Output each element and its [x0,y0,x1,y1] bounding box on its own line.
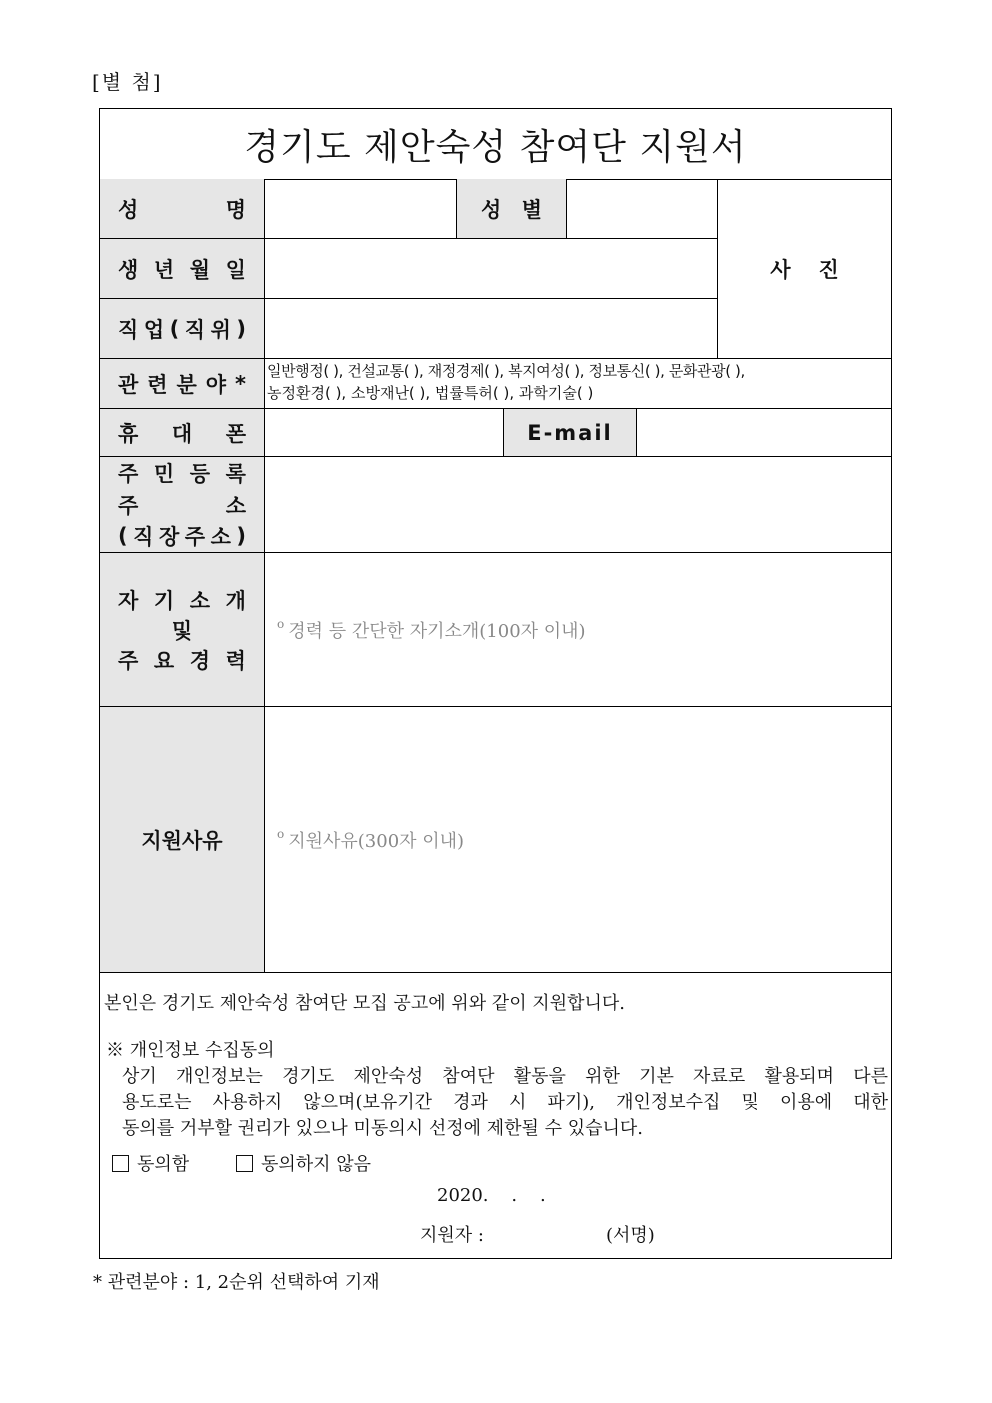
address-label-char: 민 [153,461,175,486]
address-label [100,457,265,553]
name-label-char: 명 [225,197,246,222]
address-field[interactable] [265,457,891,553]
job-label-char: 직 [184,317,206,342]
phone-label-char: 휴 [118,421,139,446]
job-label-char: 위 [210,317,231,342]
field-label-char: 분 [176,372,197,397]
gender-label [457,179,567,239]
intro-label-char: 개 [225,588,246,613]
photo-box[interactable] [718,179,891,359]
birth-label-char: 월 [189,257,211,282]
field-label-char: 관 [118,372,139,397]
intro-hint: 경력 등 간단한 자기소개(100자 이내) [288,620,586,642]
address-label-char: 소 [210,525,231,550]
intro-field[interactable] [265,553,891,707]
declaration-statement: 본인은 경기도 제안숙성 참여단 모집 공고에 위와 같이 지원합니다. [104,993,625,1014]
agree-option[interactable] [112,1150,189,1176]
signature-label[interactable]: (서명) [606,1225,655,1246]
form-title: 경기도 제안숙성 참여단 지원서 [100,109,891,180]
application-form [99,108,892,1259]
address-label-char: 주 [118,493,139,518]
applicant-label: 지원자 : [420,1225,484,1246]
email-field[interactable] [637,409,891,457]
address-label-char: 장 [158,525,180,550]
name-label-char: 성 [118,197,139,222]
address-label-char: 주 [118,461,139,486]
intro-label-char: 경 [189,648,211,673]
address-label-line3 [118,520,246,552]
declaration-section [100,973,891,1260]
job-label-char: 업 [143,317,165,342]
field-label-char: 련 [147,372,168,397]
field-label [100,359,265,409]
field-options-line2: 농정환경( ), 소방재난( ), 법률특허( ), 과학기술( ) [267,384,594,402]
job-label [100,299,265,359]
intro-label-char: 력 [225,648,246,673]
footnote: * 관련분야 : 1, 2순위 선택하여 기재 [93,1272,380,1293]
annex-label: [별 첨] [92,70,163,94]
consent-line1: 상기 개인정보는 경기도 제안숙성 참여단 활동을 위한 기본 자료로 활용되며 다른 [122,1066,888,1087]
address-label-char: ) [236,524,246,549]
gender-field[interactable] [567,179,718,239]
address-label-char: 록 [225,461,246,486]
field-options-line1: 일반행정( ), 건설교통( ), 재정경제( ), 복지여성( ), 정보통신( ), 문화관광( ), [267,362,745,380]
photo-label-char: 사 [770,257,791,282]
disagree-option[interactable] [236,1150,371,1176]
reason-label: 지원사유 [100,707,265,973]
intro-hint-bullet: o [277,616,285,631]
address-label-line1 [118,457,246,489]
birth-label [100,239,265,299]
intro-label-char: 및 [171,618,193,643]
intro-label-char: 기 [153,588,175,613]
field-options[interactable] [265,359,891,409]
photo-label-char: 진 [818,257,839,282]
address-label-char: 등 [189,461,211,486]
disagree-checkbox[interactable] [236,1155,253,1172]
job-field[interactable] [265,299,718,359]
date-field[interactable]: 2020. . . [437,1185,546,1206]
agree-checkbox[interactable] [112,1155,129,1172]
consent-title: ※ 개인정보 수집동의 [106,1040,275,1061]
intro-label-char: 주 [118,648,139,673]
disagree-label: 동의하지 않음 [261,1154,372,1175]
address-label-char: 소 [225,493,246,518]
field-label-char: 야 [205,372,227,397]
consent-line2: 용도로는 사용하지 않으며(보유기간 경과 시 파기), 개인정보수집 및 이용에 대한 [122,1092,888,1113]
birth-label-char: 생 [118,257,139,282]
phone-label [100,409,265,457]
intro-label-line3 [118,645,246,675]
phone-field[interactable] [265,409,504,457]
agree-label: 동의함 [137,1154,190,1175]
phone-label-char: 대 [171,421,193,446]
intro-label-char: 소 [189,588,211,613]
email-label: E-mail [504,409,637,457]
gender-label-char: 별 [521,197,542,222]
reason-hint: 지원사유(300자 이내) [288,830,465,852]
consent-line3: 동의를 거부할 권리가 있으나 미동의시 선정에 제한될 수 있습니다. [122,1118,643,1139]
name-field[interactable] [265,179,457,239]
phone-label-char: 폰 [225,421,246,446]
job-label-char: ( [169,316,180,341]
intro-label [100,553,265,707]
reason-field[interactable] [265,707,891,973]
address-label-char: ( [118,524,128,549]
address-label-char: 주 [184,525,206,550]
name-label [100,179,265,239]
job-label-char: ) [236,316,246,341]
reason-hint-bullet: o [277,826,285,841]
gender-label-char: 성 [481,197,502,222]
job-label-char: 직 [118,317,139,342]
birth-field[interactable] [265,239,718,299]
intro-label-char: 요 [153,648,175,673]
birth-label-char: 년 [153,257,175,282]
intro-label-line1 [118,585,246,615]
birth-label-char: 일 [225,257,246,282]
intro-label-char: 자 [118,588,139,613]
address-label-line2 [118,489,246,521]
address-label-char: 직 [133,525,154,550]
field-label-char: * [235,371,246,396]
intro-label-line2 [118,615,246,645]
